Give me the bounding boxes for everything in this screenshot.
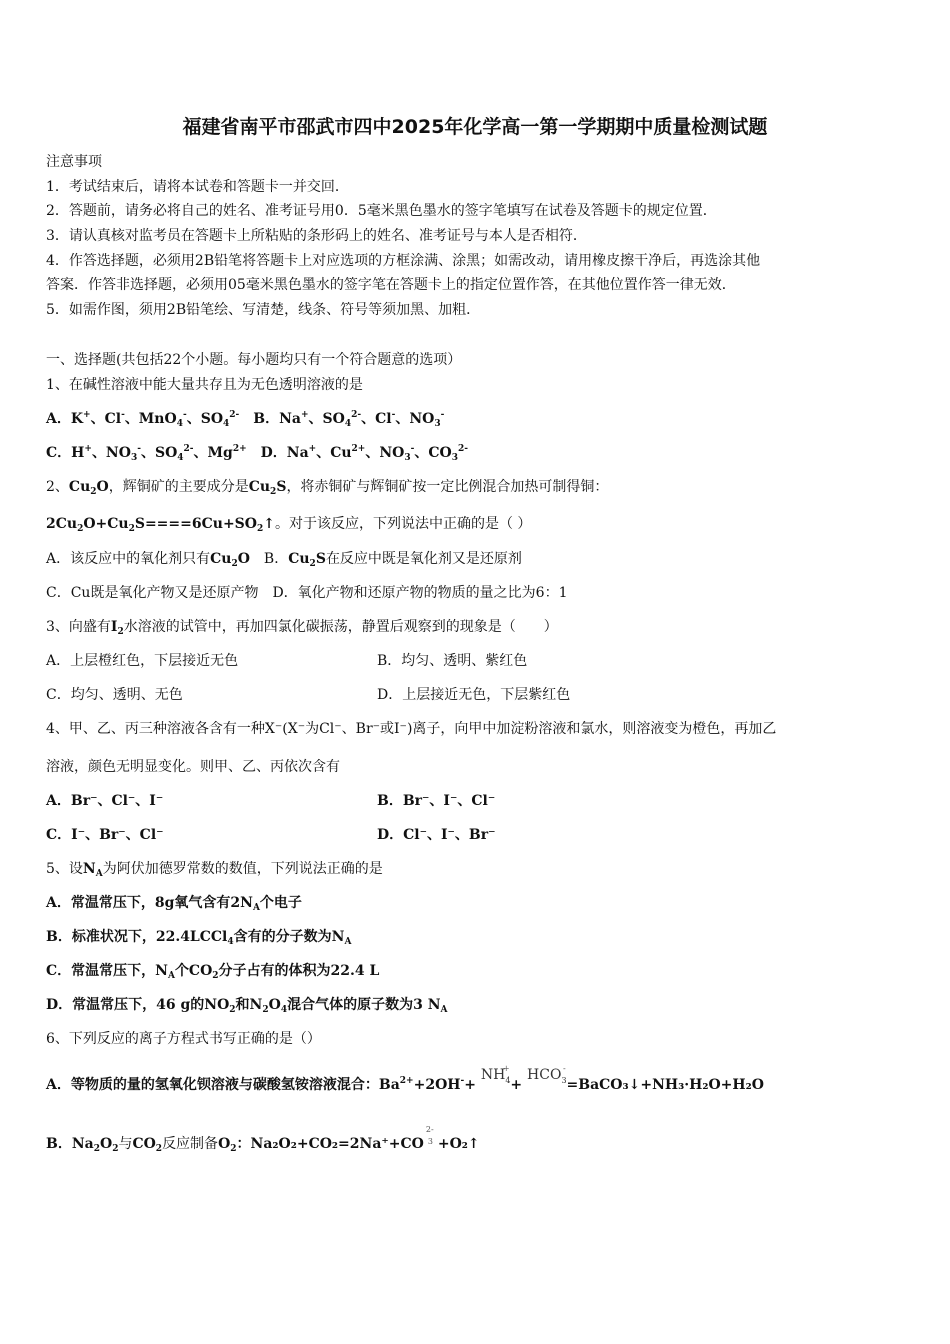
option-label: C． [46, 445, 72, 461]
question-5-stem: 5、设$N_A$为阿伏加德罗常数的数值，下列说法正确的是 [46, 861, 383, 879]
question-4-option-c: C．I⁻、Br⁻、Cl⁻ [46, 827, 164, 843]
question-6-stem: 6、下列反应的离子方程式书写正确的是（） [46, 1031, 321, 1047]
notice-item: 3．请认真核对监考员在答题卡上所粘贴的条形码上的姓名、准考证号与本人是否相符． [46, 228, 587, 244]
carbonate-charge: 2- 3 [425, 1125, 434, 1146]
option-label: A． [46, 411, 71, 427]
notice-item: 答案．作答非选择题，必须用05毫米黑色墨水的签字笔在答题卡上的指定位置作答，在其他位置作答一律无效． [46, 277, 736, 293]
section-heading: 一、选择题(共包括22个小题。每小题均只有一个符合题意的选项） [46, 352, 462, 368]
option-label: D． [260, 445, 287, 461]
question-5-option-b: B．标准状况下，22.4LCCl$_4$含有的分子数为$N_A$ [46, 929, 352, 947]
question-6-option-a: A．等物质的量的氢氧化钡溶液与碳酸氢铵溶液混合：$Ba^{2+}+2OH^-+ NH_4$ + + $HCO_3$ - =BaCO₃↓+NH₃·H₂O+H₂O [46, 1064, 764, 1093]
question-3-stem: 3、向盛有$I_2$水溶液的试管中，再加四氯化碳振荡，静置后观察到的现象是（ ） [46, 619, 558, 637]
question-5-option-c: C．常温常压下，$N_A$个$CO_2$分子占有的体积为22.4 L [46, 963, 380, 981]
question-3-option-a: A．上层橙红色，下层接近无色 [46, 653, 239, 669]
question-4-stem-cont: 溶液，颜色无明显变化。则甲、乙、丙依次含有 [46, 759, 340, 775]
notice-item: 1．考试结束后，请将本试卷和答题卡一并交回． [46, 179, 349, 195]
question-5-option-a: A．常温常压下，8g氧气含有$2N_A$个电子 [46, 895, 302, 913]
question-2-equation: $2Cu_2O+Cu_2S====6Cu+SO_2↑$。对于该反应，下列说法中正确的是（ ） [46, 516, 532, 534]
ammonium-ion-formula: $NH_4$ + [480, 1064, 511, 1085]
notice-item: 2．答题前，请务必将自己的姓名、准考证号用0．5毫米黑色墨水的签字笔填写在试卷及答题卡的规定位置． [46, 203, 717, 219]
question-4-option-a: A．Br⁻、Cl⁻、I⁻ [46, 793, 164, 809]
question-5-option-d: D．常温常压下，46 g的$NO_2$和$N_2O_4$混合气体的原子数为3 $N_A$ [46, 997, 448, 1015]
question-3-option-c: C．均匀、透明、无色 [46, 687, 183, 703]
question-6-option-b: B．$Na_2O_2$与$CO_2$反应制备$O_2$：Na₂O₂+CO₂=2Na⁺+CO 2- 3 +O₂↑ [46, 1125, 480, 1154]
bicarbonate-ion-formula: $HCO_3$ - [527, 1064, 567, 1085]
question-3-option-b: B．均匀、透明、紫红色 [377, 653, 528, 669]
notice-item: 5．如需作图，须用2B铅笔绘、写清楚，线条、符号等须加黑、加粗． [46, 302, 481, 318]
question-2-options-ab: A．该反应中的氧化剂只有$Cu_2O$ B．$Cu_2S$在反应中既是氧化剂又是还原剂 [46, 551, 522, 569]
question-1-options-ab: A．K+、Cl-、MnO$_4$-、$SO_4^{2-}$ B．Na+、$SO_4^{2-}$、Cl-、$NO_3^-$ [46, 410, 445, 429]
question-4-option-b: B．Br⁻、I⁻、Cl⁻ [377, 793, 496, 809]
question-1-stem: 1、在碱性溶液中能大量共存且为无色透明溶液的是 [46, 377, 363, 393]
notice-heading: 注意事项 [46, 154, 102, 170]
question-1-options-cd: C．H+、$NO_3^-$、$SO_4^{2-}$、$Mg^{2+}$ D．Na+、$Cu^{2+}$、$NO_3^-$、$CO_3^{2-}$ [46, 444, 468, 463]
question-2-stem: 2、$Cu_2O$，辉铜矿的主要成分是$Cu_2S$，将赤铜矿与辉铜矿按一定比例混合加热可制得铜： [46, 479, 609, 497]
question-2-options-cd: C．Cu既是氧化产物又是还原产物 D．氧化产物和还原产物的物质的量之比为6：1 [46, 585, 568, 601]
question-3-option-d: D．上层接近无色，下层紫红色 [377, 687, 571, 703]
question-4-option-d: D．Cl⁻、I⁻、Br⁻ [377, 827, 496, 843]
page-title: 福建省南平市邵武市四中2025年化学高一第一学期期中质量检测试题 [182, 116, 768, 138]
option-label: B． [253, 411, 280, 427]
question-4-stem: 4、甲、乙、丙三种溶液各含有一种X⁻(X⁻为Cl⁻、Br⁻或I⁻)离子，向甲中加淀粉溶液和氯水，则溶液变为橙色，再加乙 [46, 721, 777, 737]
notice-item: 4．作答选择题，必须用2B铅笔将答题卡上对应选项的方框涂满、涂黑；如需改动，请用橡皮擦干净后，再选涂其他 [46, 253, 761, 269]
